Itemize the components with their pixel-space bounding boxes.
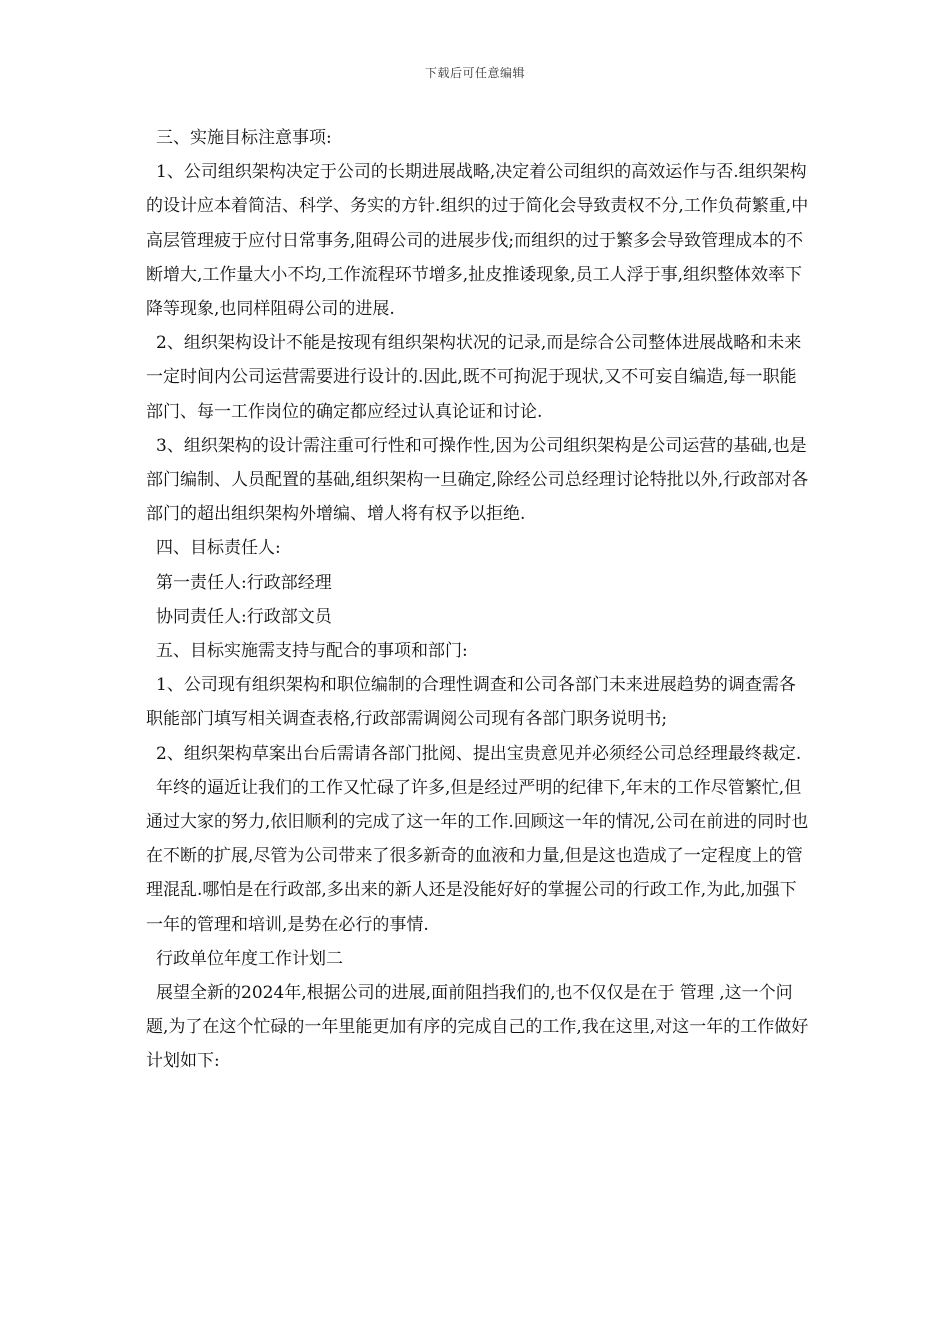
paragraph: 协同责任人:行政部文员 xyxy=(156,606,332,627)
paragraph: 1、公司现有组织架构和职位编制的合理性调查和公司各部门未来进展趋势的调查需各职能部门填写相关调查表格,行政部需调阅公司现有各部门职务说明书; xyxy=(146,675,796,730)
paragraph: 第一责任人:行政部经理 xyxy=(156,572,332,593)
section-heading-4: 四、目标责任人: xyxy=(156,538,281,559)
paragraph: 2、组织架构草案出台后需请各部门批阅、提出宝贵意见并必须经公司总经理最终裁定. xyxy=(156,743,802,764)
paragraph: 3、组织架构的设计需注重可行性和可操作性,因为公司组织架构是公司运营的基础,也是部门编制、人员配置的基础,组织架构一旦确定,除经公司总经理讨论特批以外,行政部对各部门的超出组织架构外增编、增人将有权予以拒绝. xyxy=(146,435,809,525)
document-body xyxy=(146,121,810,1079)
section-heading-3: 三、实施目标注意事项: xyxy=(156,128,332,148)
paragraph: 2、组织架构设计不能是按现有组织架构状况的记录,而是综合公司整体进展战略和未来一定时间内公司运营需要进行设计的.因此,既不可拘泥于现状,又不可妄自编造,每一职能部门、每一工作岗位的确定都应经过认真论证和讨论. xyxy=(146,333,802,422)
paragraph: 年终的逼近让我们的工作又忙碌了许多,但是经过严明的纪律下,年末的工作尽管繁忙,但通过大家的努力,依旧顺利的完成了这一年的工作.回顾这一年的情况,公司在前进的同时也在不断的扩展,尽管为公司带来了很多新奇的血液和力量,但是这也造成了一定程度上的管理混乱.哪怕是在行政部,多出来的新人还是没能好好的掌握公司的行政工作,为此,加强下一年的管理和培训,是势在必行的事情. xyxy=(146,777,809,935)
paragraph: 1、公司组织架构决定于公司的长期进展战略,决定着公司组织的高效运作与否.组织架构的设计应本着简洁、科学、务实的方针.组织的过于简化会导致责权不分,工作负荷繁重,中高层管理疲于应付日常事务,阻碍公司的进展步伐;而组织的过于繁多会导致管理成本的不断增大,工作量大小不均,工作流程环节增多,扯皮推诿现象,员工人浮于事,组织整体效率下降等现象,也同样阻碍公司的进展. xyxy=(146,162,809,320)
subtitle: 行政单位年度工作计划二 xyxy=(156,948,343,969)
page-header: 下载后可任意编辑 xyxy=(424,66,525,80)
paragraph: 展望全新的2024年,根据公司的进展,面前阻挡我们的,也不仅仅是在于 管理 ,这一个问题,为了在这个忙碌的一年里能更加有序的完成自己的工作,我在这里,对这一年的工作做好计划如下: xyxy=(146,983,809,1072)
section-heading-5: 五、目标实施需支持与配合的事项和部门: xyxy=(156,641,468,662)
